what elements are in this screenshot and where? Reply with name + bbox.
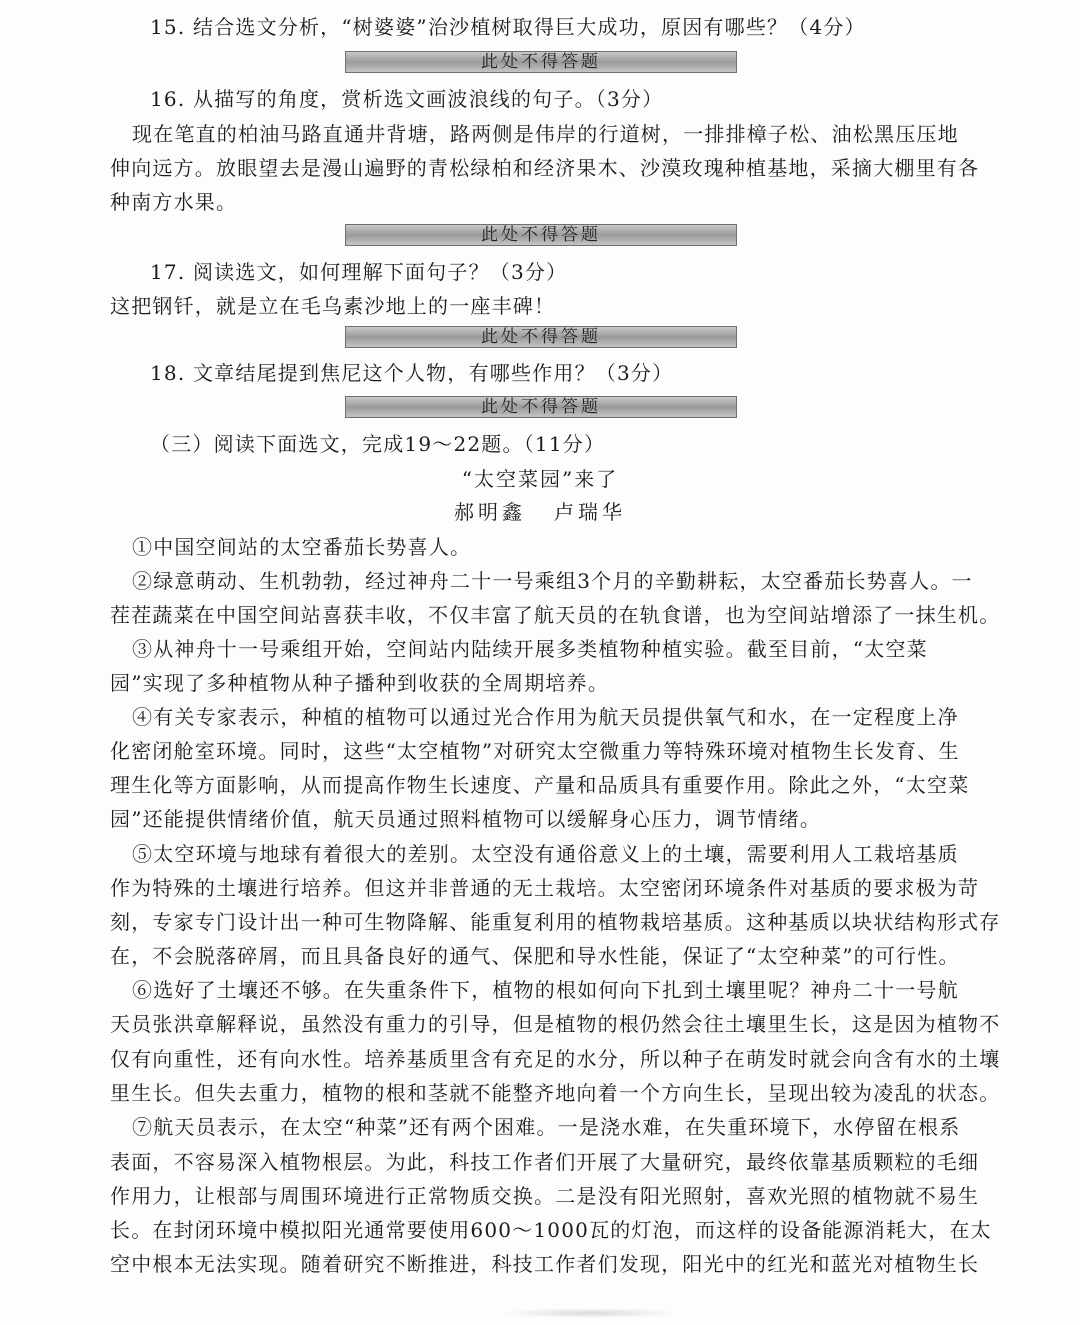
paragraph-line: 长。在封闭环境中模拟阳光通常要使用600～1000瓦的灯泡，而这样的设备能源消耗大，在太 (110, 1218, 992, 1242)
paragraph-line: 空中根本无法实现。随着研究不断推进，科技工作者们发现，阳光中的红光和蓝光对植物生长 (110, 1252, 980, 1276)
scan-smudge (500, 1308, 680, 1318)
paragraph-line: 理生化等方面影响，从而提高作物生长速度、产量和品质具有重要作用。除此之外，“太空菜 (110, 773, 970, 797)
author-name: 卢瑞华 (554, 500, 626, 524)
no-answer-bar: 此处不得答题 (345, 51, 737, 73)
paragraph-line: 在，不会脱落碎屑，而且具备良好的通气、保肥和导水性能，保证了“太空种菜”的可行性。 (110, 944, 960, 968)
no-answer-bar: 此处不得答题 (345, 326, 737, 348)
no-answer-bar: 此处不得答题 (345, 396, 737, 418)
paragraph-line: ②绿意萌动、生机勃勃，经过神舟二十一号乘组3个月的辛勤耕耘，太空番茄长势喜人。一 (132, 569, 973, 593)
paragraph-line: 仅有向重性，还有向水性。培养基质里含有充足的水分，所以种子在萌发时就会向含有水的土壤 (110, 1047, 1001, 1071)
paragraph-line: 园”还能提供情绪价值，航天员通过照料植物可以缓解身心压力，调节情绪。 (110, 807, 822, 831)
question-17: 17. 阅读选文，如何理解下面句子？（3分） (150, 260, 568, 284)
author-name: 郝明鑫 (454, 500, 526, 524)
question-16-quote-line: 现在笔直的柏油马路直通井背塘，路两侧是伟岸的行道树，一排排樟子松、油松黑压压地 (132, 122, 959, 146)
section-3-heading: （三）阅读下面选文，完成19～22题。（11分） (150, 432, 606, 456)
question-16-quote-line: 种南方水果。 (110, 190, 238, 214)
question-16-quote-line: 伸向远方。放眼望去是漫山遍野的青松绿柏和经济果木、沙漠玫瑰种植基地，采摘大棚里有各 (110, 156, 980, 180)
article-authors (0, 495, 1080, 529)
paragraph-line: 里生长。但失去重力，植物的根和茎就不能整齐地向着一个方向生长，呈现出较为凌乱的状态。 (110, 1081, 1001, 1105)
paragraph-line: 表面，不容易深入植物根层。为此，科技工作者们开展了大量研究，最终依靠基质颗粒的毛细 (110, 1150, 980, 1174)
paragraph-line: ④有关专家表示，种植的植物可以通过光合作用为航天员提供氧气和水，在一定程度上净 (132, 705, 959, 729)
question-16: 16. 从描写的角度，赏析选文画波浪线的句子。（3分） (150, 87, 664, 111)
paragraph-line: 茬茬蔬菜在中国空间站喜获丰收，不仅丰富了航天员的在轨食谱，也为空间站增添了一抹生机。 (110, 603, 1001, 627)
question-18: 18. 文章结尾提到焦尼这个人物，有哪些作用？（3分） (150, 361, 674, 385)
paragraph-line: ③从神舟十一号乘组开始，空间站内陆续开展多类植物种植实验。截至目前，“太空菜 (132, 637, 928, 661)
paragraph-line: ⑦航天员表示，在太空“种菜”还有两个困难。一是浇水难，在失重环境下，水停留在根系 (132, 1115, 961, 1139)
paragraph-line: 园”实现了多种植物从种子播种到收获的全周期培养。 (110, 671, 610, 695)
paragraph-line: 刻，专家专门设计出一种可生物降解、能重复利用的植物栽培基质。这种基质以块状结构形式存 (110, 910, 1001, 934)
question-17-quote: 这把钢钎，就是立在毛乌素沙地上的一座丰碑！ (110, 294, 556, 318)
question-15: 15. 结合选文分析，“树婆婆”治沙植树取得巨大成功，原因有哪些？（4分） (150, 15, 866, 39)
paragraph-line: ①中国空间站的太空番茄长势喜人。 (132, 535, 472, 559)
paragraph-line: 作用力，让根部与周围环境进行正常物质交换。二是没有阳光照射，喜欢光照的植物就不易生 (110, 1184, 980, 1208)
paragraph-line: ⑤太空环境与地球有着很大的差别。太空没有通俗意义上的土壤，需要利用人工栽培基质 (132, 842, 959, 866)
paragraph-line: 化密闭舱室环境。同时，这些“太空植物”对研究太空微重力等特殊环境对植物生长发育、生 (110, 739, 960, 763)
paragraph-line: 作为特殊的土壤进行培养。但这并非普通的无土栽培。太空密闭环境条件对基质的要求极为苛 (110, 876, 980, 900)
article-title: “太空菜园”来了 (461, 467, 619, 491)
paragraph-line: 天员张洪章解释说，虽然没有重力的引导，但是植物的根仍然会往土壤里生长，这是因为植物不 (110, 1012, 1001, 1036)
no-answer-bar: 此处不得答题 (345, 224, 737, 246)
paragraph-line: ⑥选好了土壤还不够。在失重条件下，植物的根如何向下扎到土壤里呢？神舟二十一号航 (132, 978, 959, 1002)
